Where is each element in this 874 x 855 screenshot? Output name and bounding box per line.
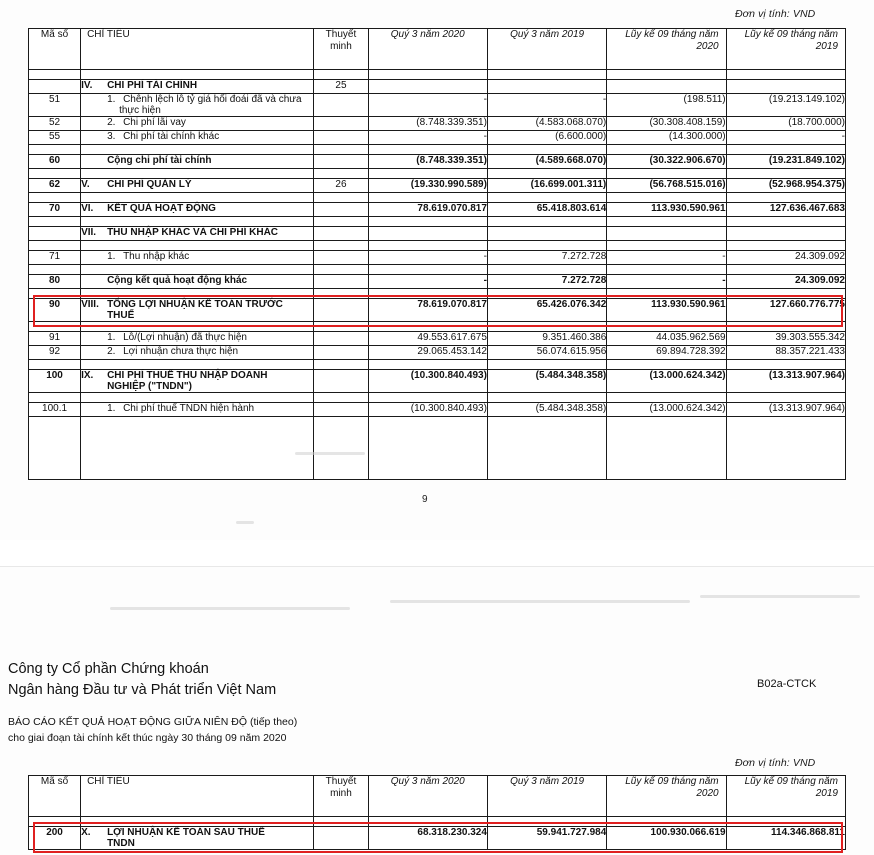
- row-value-1: [368, 227, 487, 241]
- row-value-4: (13.313.907.964): [726, 403, 845, 417]
- row-value-4: 127.636.467.683: [726, 203, 845, 217]
- row-label: [81, 80, 314, 94]
- table-spacer-row: [29, 241, 846, 251]
- row-note: [314, 94, 368, 117]
- row-note: [314, 227, 368, 241]
- table-spacer-row: [29, 217, 846, 227]
- row-note: [314, 251, 368, 265]
- row-label: [81, 403, 314, 417]
- row-value-4: 114.346.868.811: [726, 827, 845, 850]
- row-value-2: 65.418.803.614: [487, 203, 606, 217]
- row-label: [81, 275, 314, 289]
- report-title-line2: cho giai đoạn tài chính kết thúc ngày 30 tháng 09 năm 2020: [8, 731, 287, 744]
- row-value-1: 49.553.617.675: [368, 332, 487, 346]
- row-value-1: -: [368, 131, 487, 145]
- row-code: 70: [29, 203, 81, 217]
- header-q3-2019: Quý 3 năm 2019: [487, 776, 606, 817]
- table-row: [29, 827, 846, 850]
- table-row: [29, 94, 846, 117]
- table-row: [29, 179, 846, 193]
- row-value-3: -: [607, 251, 726, 265]
- row-label-text-2: TNDN: [107, 838, 135, 849]
- page-number: 9: [422, 494, 428, 505]
- row-label: [81, 155, 314, 169]
- table-row: [29, 403, 846, 417]
- row-value-4: (13.313.907.964): [726, 370, 845, 393]
- table-spacer-row: [29, 360, 846, 370]
- row-roman: X.: [81, 827, 91, 838]
- row-note: [314, 131, 368, 145]
- row-label-text: Chi phí lãi vay: [123, 117, 186, 128]
- company-name-line1: Công ty Cổ phần Chứng khoán: [8, 661, 209, 677]
- row-value-4: [726, 80, 845, 94]
- header-note: [314, 29, 368, 70]
- row-value-3: (13.000.624.342): [607, 370, 726, 393]
- header-ytd-2020-line2: 2020: [696, 787, 719, 799]
- row-value-2: 56.074.615.956: [487, 346, 606, 360]
- header-ytd-2020: [607, 29, 726, 70]
- header-ytd-2020-line1: Lũy kế 09 tháng năm: [625, 29, 719, 40]
- row-value-3: (14.300.000): [607, 131, 726, 145]
- scan-artifact: [700, 595, 860, 598]
- row-index: 1.: [107, 251, 116, 262]
- row-label: [81, 370, 314, 393]
- row-index: 3.: [107, 131, 116, 142]
- header-ytd-2019: [726, 29, 845, 70]
- row-label-text: KẾT QUẢ HOẠT ĐỘNG: [107, 203, 216, 214]
- row-label-text-2: NGHIỆP ("TNDN"): [107, 381, 192, 392]
- header-ytd-2019-line1: Lũy kế 09 tháng năm: [744, 29, 838, 40]
- row-note: [314, 155, 368, 169]
- row-value-2: 7.272.728: [487, 251, 606, 265]
- financial-table-page-2: [28, 775, 846, 850]
- row-code: 52: [29, 117, 81, 131]
- row-value-1: (8.748.339.351): [368, 155, 487, 169]
- row-label-text-2: THUẾ: [107, 310, 135, 321]
- header-ytd-2019-line2: 2019: [815, 40, 838, 52]
- table-row: [29, 299, 846, 322]
- row-value-2: (5.484.348.358): [487, 403, 606, 417]
- row-roman: V.: [81, 179, 90, 190]
- table-row: [29, 131, 846, 145]
- row-value-4: 127.660.776.775: [726, 299, 845, 322]
- header-note-line1: Thuyết: [325, 776, 357, 787]
- row-value-3: 44.035.962.569: [607, 332, 726, 346]
- row-label-text: THU NHẬP KHÁC VÀ CHI PHÍ KHÁC: [107, 227, 279, 238]
- scan-artifact: [295, 452, 365, 455]
- row-code: 60: [29, 155, 81, 169]
- header-indicator: CHỈ TIÊU: [81, 776, 314, 817]
- row-value-1: -: [368, 94, 487, 117]
- row-value-2: 9.351.460.386: [487, 332, 606, 346]
- unit-note-page2: Đơn vị tính: VND: [735, 757, 816, 769]
- header-q3-2020: Quý 3 năm 2020: [368, 776, 487, 817]
- row-index: 1.: [107, 332, 116, 343]
- row-roman: IV.: [81, 80, 93, 91]
- row-label: [81, 179, 314, 193]
- row-value-3: (198.511): [607, 94, 726, 117]
- header-code: Mã số: [29, 29, 81, 70]
- table-spacer-row: [29, 145, 846, 155]
- table-spacer-row: [29, 417, 846, 480]
- row-value-2: (16.699.001.311): [487, 179, 606, 193]
- table-row: [29, 332, 846, 346]
- row-code: 51: [29, 94, 81, 117]
- table-spacer-row: [29, 289, 846, 299]
- row-note: [314, 275, 368, 289]
- row-index: 1.: [107, 94, 116, 105]
- row-value-1: 78.619.070.817: [368, 299, 487, 322]
- row-value-3: 69.894.728.392: [607, 346, 726, 360]
- row-value-1: (8.748.339.351): [368, 117, 487, 131]
- row-index: 2.: [107, 117, 116, 128]
- table-row: [29, 275, 846, 289]
- header-q3-2019: Quý 3 năm 2019: [487, 29, 606, 70]
- row-label-text: TỔNG LỢI NHUẬN KẾ TOÁN TRƯỚC: [107, 299, 283, 310]
- row-note: [314, 332, 368, 346]
- row-code: 71: [29, 251, 81, 265]
- financial-table-page-1: [28, 28, 846, 480]
- row-label-text: CHI PHÍ QUẢN LÝ: [107, 179, 192, 190]
- row-value-4: [726, 227, 845, 241]
- row-label: [81, 94, 314, 117]
- table-spacer-row: [29, 393, 846, 403]
- row-value-2: [487, 80, 606, 94]
- table-row: [29, 203, 846, 217]
- row-roman: IX.: [81, 370, 94, 381]
- row-label: [81, 332, 314, 346]
- report-title-line1: BÁO CÁO KẾT QUẢ HOẠT ĐỘNG GIỮA NIÊN ĐỘ (tiếp theo): [8, 716, 298, 728]
- row-label-text: Chi phí tài chính khác: [123, 131, 220, 142]
- row-note: [314, 203, 368, 217]
- row-label: [81, 131, 314, 145]
- table-header-row: [29, 29, 846, 70]
- scan-artifact: [390, 600, 690, 603]
- row-code: 80: [29, 275, 81, 289]
- table-row: [29, 251, 846, 265]
- row-note: [314, 299, 368, 322]
- row-code: 100.1: [29, 403, 81, 417]
- table-row: [29, 346, 846, 360]
- row-value-2: 65.426.076.342: [487, 299, 606, 322]
- row-code: 92: [29, 346, 81, 360]
- table-header-row: [29, 776, 846, 817]
- table-row: [29, 80, 846, 94]
- row-value-3: (30.308.408.159): [607, 117, 726, 131]
- row-value-1: -: [368, 275, 487, 289]
- header-ytd-2020-line2: 2020: [696, 40, 719, 52]
- row-roman: VI.: [81, 203, 94, 214]
- row-value-3: 113.930.590.961: [607, 203, 726, 217]
- row-label-text: Chênh lệch lỗ tỷ giá hối đoái đã và chưa: [123, 94, 302, 105]
- row-label: [81, 299, 314, 322]
- row-value-3: [607, 80, 726, 94]
- row-note: 26: [314, 179, 368, 193]
- table-row: [29, 227, 846, 241]
- table-spacer-row: [29, 193, 846, 203]
- row-index: 2.: [107, 346, 116, 357]
- row-value-1: (10.300.840.493): [368, 403, 487, 417]
- table-spacer-row: [29, 169, 846, 179]
- row-value-2: (4.583.068.070): [487, 117, 606, 131]
- company-name-line2: Ngân hàng Đầu tư và Phát triển Việt Nam: [8, 682, 277, 699]
- table-spacer-row: [29, 817, 846, 827]
- row-label: [81, 203, 314, 217]
- row-roman: VIII.: [81, 299, 99, 310]
- table-row: [29, 155, 846, 169]
- row-code: [29, 80, 81, 94]
- row-code: 90: [29, 299, 81, 322]
- row-value-4: (52.968.954.375): [726, 179, 845, 193]
- row-label-text: Thu nhập khác: [123, 251, 190, 262]
- row-code: 91: [29, 332, 81, 346]
- scan-page-2: [0, 566, 874, 855]
- row-label-text: Lợi nhuận chưa thực hiện: [123, 346, 239, 357]
- row-label: [81, 251, 314, 265]
- row-value-4: (19.213.149.102): [726, 94, 845, 117]
- row-label-text: Cộng kết quả hoạt động khác: [107, 275, 248, 286]
- row-value-3: [607, 227, 726, 241]
- unit-note-page1: Đơn vị tính: VND: [735, 8, 816, 20]
- row-note: 25: [314, 80, 368, 94]
- row-value-4: -: [726, 131, 845, 145]
- row-code: 55: [29, 131, 81, 145]
- row-index: 1.: [107, 403, 116, 414]
- table-spacer-row: [29, 70, 846, 80]
- row-value-1: [368, 80, 487, 94]
- table-spacer-row: [29, 322, 846, 332]
- row-value-2: (5.484.348.358): [487, 370, 606, 393]
- row-value-4: 39.303.555.342: [726, 332, 845, 346]
- row-code: 200: [29, 827, 81, 850]
- row-value-2: [487, 227, 606, 241]
- row-value-2: 7.272.728: [487, 275, 606, 289]
- row-value-4: (19.231.849.102): [726, 155, 845, 169]
- scan-artifact: [110, 607, 350, 610]
- row-label-text: Cộng chi phí tài chính: [107, 155, 212, 166]
- row-note: [314, 346, 368, 360]
- row-value-4: 24.309.092: [726, 251, 845, 265]
- row-value-3: (30.322.906.670): [607, 155, 726, 169]
- row-label-text-2: thực hiện: [119, 105, 161, 116]
- row-value-1: (10.300.840.493): [368, 370, 487, 393]
- header-q3-2020: Quý 3 năm 2020: [368, 29, 487, 70]
- row-label-text: Lỗ/(Lợi nhuận) đã thực hiện: [123, 332, 247, 343]
- row-value-1: -: [368, 251, 487, 265]
- header-ytd-2020-line1: Lũy kế 09 tháng năm: [625, 776, 719, 787]
- header-ytd-2019-line2: 2019: [815, 787, 838, 799]
- header-ytd-2019-line1: Lũy kế 09 tháng năm: [744, 776, 838, 787]
- scan-artifact: [236, 521, 254, 524]
- header-indicator: CHỈ TIÊU: [81, 29, 314, 70]
- row-label-text: LỢI NHUẬN KẾ TOÁN SAU THUẾ: [107, 827, 265, 838]
- row-code: 100: [29, 370, 81, 393]
- row-value-2: (6.600.000): [487, 131, 606, 145]
- row-label-text: CHI PHÍ TÀI CHÍNH: [107, 80, 198, 91]
- row-value-2: (4.589.668.070): [487, 155, 606, 169]
- header-code: Mã số: [29, 776, 81, 817]
- page-gap: [0, 540, 874, 566]
- row-value-1: 78.619.070.817: [368, 203, 487, 217]
- row-label: [81, 117, 314, 131]
- row-value-4: 88.357.221.433: [726, 346, 845, 360]
- header-ytd-2020: [607, 776, 726, 817]
- row-label-text: CHI PHÍ THUẾ THU NHẬP DOANH: [107, 370, 268, 381]
- table-row: [29, 117, 846, 131]
- row-value-2: -: [487, 94, 606, 117]
- row-value-3: -: [607, 275, 726, 289]
- header-note-line2: minh: [330, 787, 352, 799]
- report-title: [8, 715, 297, 747]
- row-value-4: (18.700.000): [726, 117, 845, 131]
- row-label-text: Chi phí thuế TNDN hiện hành: [123, 403, 255, 414]
- row-note: [314, 117, 368, 131]
- row-value-1: 68.318.230.324: [368, 827, 487, 850]
- row-code: 62: [29, 179, 81, 193]
- row-label: [81, 346, 314, 360]
- row-value-1: 29.065.453.142: [368, 346, 487, 360]
- header-note-line1: Thuyết: [325, 29, 357, 40]
- row-note: [314, 370, 368, 393]
- company-name: [8, 659, 276, 701]
- row-value-4: 24.309.092: [726, 275, 845, 289]
- row-note: [314, 827, 368, 850]
- header-note: [314, 776, 368, 817]
- row-value-3: 113.930.590.961: [607, 299, 726, 322]
- row-label: [81, 827, 314, 850]
- row-value-3: (56.768.515.016): [607, 179, 726, 193]
- row-code: [29, 227, 81, 241]
- row-value-3: (13.000.624.342): [607, 403, 726, 417]
- row-roman: VII.: [81, 227, 97, 238]
- header-note-line2: minh: [330, 40, 352, 52]
- header-ytd-2019: [726, 776, 845, 817]
- row-note: [314, 403, 368, 417]
- row-value-3: 100.930.066.619: [607, 827, 726, 850]
- form-code: B02a-CTCK: [757, 678, 817, 690]
- table-row: [29, 370, 846, 393]
- table-spacer-row: [29, 265, 846, 275]
- row-label: [81, 227, 314, 241]
- row-value-2: 59.941.727.984: [487, 827, 606, 850]
- row-value-1: (19.330.990.589): [368, 179, 487, 193]
